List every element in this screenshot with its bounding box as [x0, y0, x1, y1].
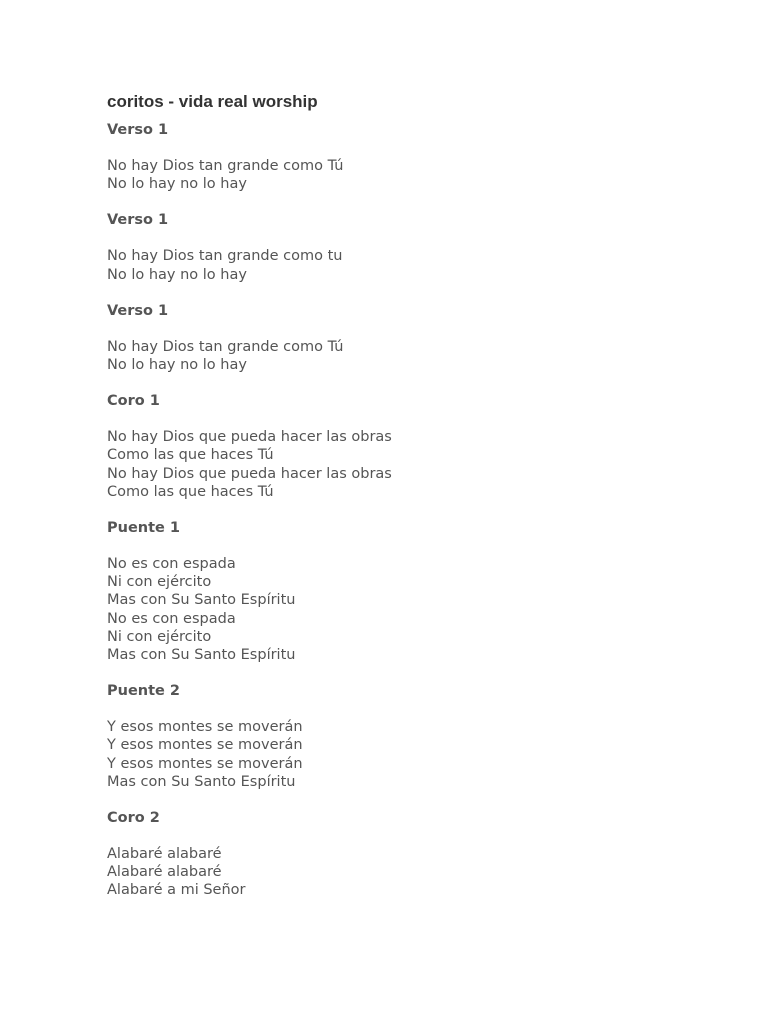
section-lines — [107, 845, 707, 900]
section-puente-2 — [107, 682, 707, 791]
section-coro-2 — [107, 809, 707, 900]
section-lines — [107, 338, 707, 374]
lyric-line: Como las que haces Tú — [107, 447, 274, 464]
section-verso-1b — [107, 211, 707, 283]
lyrics-document — [107, 91, 707, 918]
section-verso-1a — [107, 121, 707, 193]
section-heading: Verso 1 — [107, 212, 169, 229]
section-lines — [107, 555, 707, 664]
document-title: coritos - vida real worship — [107, 92, 318, 111]
lyric-line: No hay Dios tan grande como Tú — [107, 158, 344, 174]
section-lines — [107, 157, 707, 193]
lyric-line: Mas con Su Santo Espíritu — [107, 647, 296, 664]
lyric-line: No hay Dios que pueda hacer las obras — [107, 429, 392, 446]
lyric-line: Y esos montes se moverán — [107, 737, 303, 754]
lyric-line: Y esos montes se moverán — [107, 755, 303, 772]
lyric-line: No hay Dios que pueda hacer las obras — [107, 465, 392, 482]
lyric-line: Ni con ejército — [107, 574, 212, 591]
lyric-line: Mas con Su Santo Espíritu — [107, 773, 296, 790]
section-verso-1c — [107, 302, 707, 374]
lyric-line: Alabaré alabaré — [107, 846, 222, 863]
lyric-line: Mas con Su Santo Espíritu — [107, 592, 296, 609]
section-heading: Verso 1 — [107, 122, 169, 138]
section-heading: Puente 2 — [107, 683, 181, 700]
section-lines — [107, 718, 707, 791]
lyric-line: Alabaré alabaré — [107, 864, 222, 881]
lyric-line: No hay Dios tan grande como Tú — [107, 338, 344, 355]
section-heading: Coro 2 — [107, 810, 160, 827]
lyric-line: Ni con ejército — [107, 628, 212, 645]
section-heading: Puente 1 — [107, 520, 181, 537]
section-puente-1 — [107, 519, 707, 664]
section-lines — [107, 428, 707, 501]
lyric-line: Alabaré a mi Señor — [107, 882, 246, 899]
lyric-line: Como las que haces Tú — [107, 483, 274, 500]
section-heading: Verso 1 — [107, 302, 169, 319]
lyric-line: No es con espada — [107, 610, 236, 627]
lyric-line: Y esos montes se moverán — [107, 719, 303, 736]
lyric-line: No lo hay no lo hay — [107, 357, 247, 374]
lyric-line: No es con espada — [107, 556, 236, 573]
lyric-line: No lo hay no lo hay — [107, 266, 247, 283]
section-coro-1 — [107, 392, 707, 501]
lyric-line: No hay Dios tan grande como tu — [107, 248, 343, 265]
lyric-line: No lo hay no lo hay — [107, 176, 247, 193]
section-lines — [107, 247, 707, 283]
section-heading: Coro 1 — [107, 393, 160, 410]
